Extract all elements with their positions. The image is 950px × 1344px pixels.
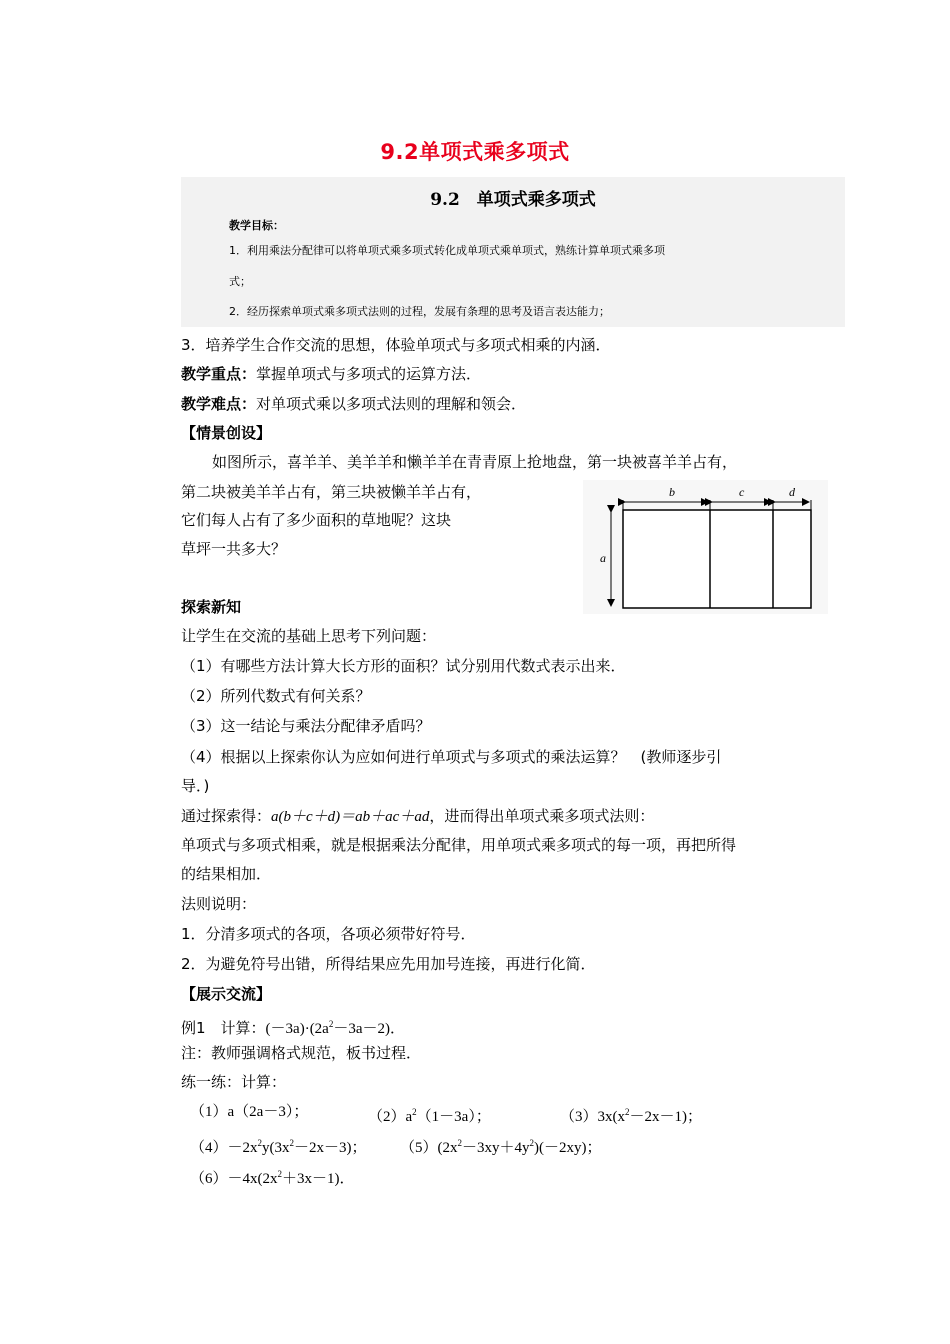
- label-a: a: [600, 551, 606, 565]
- key-point-text: 掌握单项式与多项式的运算方法．: [256, 365, 482, 383]
- practice-3: $(3)3x(x^2-2x-1)$；: [560, 1107, 702, 1125]
- scanned-objectives-image: [181, 177, 845, 327]
- practice-1: （1）a（2a－3）；: [190, 1104, 309, 1120]
- distributive-formula: a(b＋c＋d)＝ab＋ac＋ad: [271, 809, 430, 825]
- scenario-p4: 草坪一共多大？: [181, 540, 287, 558]
- scenario-p2: 第二块被美羊羊占有，第三块被懒羊羊占有，: [181, 483, 482, 501]
- result-prefix: 通过探索得：: [181, 807, 272, 825]
- question-4-cont: 导．): [181, 777, 210, 795]
- scenario-p3: 它们每人占有了多少面积的草地呢？这块: [181, 511, 452, 529]
- difficulty-text: 对单项式乘以多项式法则的理解和领会．: [256, 395, 527, 413]
- question-1: （1）有哪些方法计算大长方形的面积？试分别用代数式表示出来．: [181, 657, 626, 675]
- objective-2: 2．经历探索单项式乘多项式法则的过程，发展有条理的思考及语言表达能力；: [229, 305, 610, 318]
- rectangle-diagram: [583, 480, 828, 614]
- scenario-heading: 【情景创设】: [181, 424, 272, 442]
- key-point-label: 教学重点：: [181, 365, 257, 383]
- practice-4: $(4)-2x^2y(3x^2-2x-3)$；: [190, 1138, 367, 1156]
- practice-5: $(5)(2x^2-3xy+4y^2)(-2xy)$；: [400, 1138, 602, 1156]
- example-1: [181, 1014, 405, 1039]
- show-heading: 【展示交流】: [181, 985, 272, 1003]
- note-2: 2．为避免符号出错，所得结果应先用加号连接，再进行化简．: [181, 955, 596, 973]
- rule-line-1: 单项式与多项式相乘，就是根据乘法分配律，用单项式乘多项式的每一项，再把所得: [181, 836, 737, 854]
- practice-label: 练一练：计算：: [181, 1073, 287, 1091]
- explore-heading: 探索新知: [181, 598, 242, 616]
- practice-2: $(2)a^2(1-3a)$；: [368, 1107, 491, 1125]
- example-label: 例1 计算：: [181, 1019, 266, 1037]
- label-c: c: [739, 485, 745, 499]
- key-point: [181, 364, 481, 384]
- practice-6: $(6)-4x(2x^2+3x-1)$．: [190, 1169, 355, 1187]
- explore-result: [181, 806, 654, 827]
- explore-intro: 让学生在交流的基础上思考下列问题：: [181, 627, 437, 645]
- rule-line-2: 的结果相加．: [181, 865, 272, 883]
- objective-3: 3．培养学生合作交流的思想，体验单项式与多项式相乘的内涵．: [181, 336, 611, 354]
- scan-title: 9.2 单项式乘多项式: [430, 190, 596, 210]
- note-1: 1．分清多项式的各项，各项必须带好符号．: [181, 925, 476, 943]
- objectives-label: 教学目标：: [229, 219, 284, 232]
- notes-label: 法则说明：: [181, 895, 257, 913]
- difficulty-label: 教学难点：: [181, 395, 257, 413]
- result-suffix: ，进而得出单项式乘多项式法则：: [429, 807, 655, 825]
- example-expr: $(-3a)\cdot(2a^2-3a-2)$．: [265, 1019, 405, 1037]
- difficulty: [181, 394, 526, 414]
- outer-rectangle: [623, 510, 811, 608]
- label-b: b: [669, 485, 675, 499]
- question-3: （3）这一结论与乘法分配律矛盾吗？: [181, 717, 431, 735]
- scenario-p1: 如图所示，喜羊羊、美羊羊和懒羊羊在青青原上抢地盘，第一块被喜羊羊占有，: [212, 453, 738, 471]
- objective-1-cont: 式；: [229, 275, 251, 288]
- rectangle-figure: [583, 480, 828, 614]
- question-2: （2）所列代数式有何关系？: [181, 687, 371, 705]
- label-d: d: [789, 485, 795, 499]
- teacher-note: 注：教师强调格式规范，板书过程．: [181, 1044, 422, 1062]
- page-title: 9.2单项式乘多项式: [380, 140, 570, 164]
- question-4: （4）根据以上探索你认为应如何进行单项式与多项式的乘法运算？ (教师逐步引: [181, 748, 722, 766]
- objective-1: 1．利用乘法分配律可以将单项式乘多项式转化成单项式乘单项式，熟练计算单项式乘多项: [229, 244, 665, 257]
